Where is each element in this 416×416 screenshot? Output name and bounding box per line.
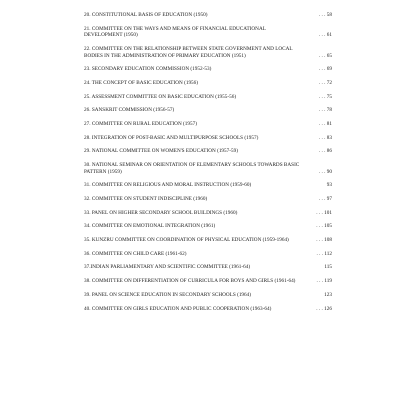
- toc-entry-title: 38. COMMITTEE ON DIFFERENTIATION OF CURRICULA FOR BOYS AND GIRLS (1961-64): [84, 278, 296, 285]
- toc-entry-page: . . . 119: [316, 278, 332, 285]
- toc-entry-20: [84, 12, 332, 19]
- toc-entry-page: . . . 108: [316, 237, 332, 244]
- toc-entry-24: [84, 80, 332, 87]
- toc-entry-page: . . . 69: [318, 66, 332, 73]
- toc-entry-title: 27. COMMITTEE ON RURAL EDUCATION (1957): [84, 121, 197, 127]
- toc-entry-32: [84, 196, 332, 203]
- toc-entry-title: 40. COMMITTEE ON GIRLS EDUCATION AND PUBLIC COOPERATION (1963-64): [84, 305, 272, 312]
- toc-entry-title: 36. COMMITTEE ON CHILD CARE (1961-62): [84, 250, 187, 257]
- toc-entry-page: . . . 65: [318, 52, 332, 59]
- toc-entry-title: 26. SANSKRIT COMMISSION (1956-57): [84, 107, 175, 114]
- toc-entry-40: [84, 306, 332, 313]
- toc-entry-38: [84, 278, 332, 285]
- toc-entry-title: 39. PANEL ON SCIENCE EDUCATION IN SECONDARY SCHOOLS (1964): [84, 291, 252, 298]
- toc-entry-title: 37.INDIAN PARLIAMENTARY AND SCIENTIFIC COMMITTEE (1961-64): [84, 264, 251, 271]
- toc-entry-33: [84, 210, 332, 217]
- toc-entry-page: 115: [324, 264, 332, 271]
- toc-entry-title: 21. COMMITTEE ON THE WAYS AND MEANS OF FINANCIAL EDUCATIONAL DEVELOPMENT (1950): [84, 25, 266, 39]
- toc-entry-page: . . . 86: [318, 148, 332, 155]
- toc-entry-page: . . . 90: [318, 168, 332, 175]
- toc-entry-title: 25. ASSESSMENT COMMITTEE ON BASIC EDUCATION (1955-56): [84, 93, 237, 100]
- table-of-contents: [84, 12, 332, 319]
- toc-entry-page: . . . 101: [316, 209, 332, 216]
- toc-entry-page: . . . 58: [318, 12, 332, 18]
- toc-entry-page: . . . 81: [318, 121, 332, 127]
- toc-entry-title: 31. COMMITTEE ON RELIGIOUS AND MORAL INSTRUCTION (1959-60): [84, 182, 252, 189]
- toc-entry-21: [84, 26, 332, 39]
- toc-entry-39: [84, 292, 332, 299]
- toc-entry-28: [84, 135, 332, 142]
- toc-entry-title: 35. KUNZRU COMMITTEE ON COORDINATION OF PHYSICAL EDUCATION (1959-1964): [84, 237, 289, 244]
- toc-entry-page: . . . 126: [316, 305, 332, 312]
- toc-entry-page: . . . 97: [318, 196, 332, 203]
- toc-entry-page: . . . 75: [318, 93, 332, 100]
- toc-entry-page: 123: [324, 291, 332, 298]
- toc-entry-22: [84, 46, 332, 59]
- toc-entry-26: [84, 107, 332, 114]
- toc-entry-title: 22. COMMITTEE ON THE RELATIONSHIP BETWEEN STATE GOVERNMENT AND LOCAL BODIES IN THE ADMINISTRATION OF PRIMARY EDUCATION (1951): [84, 45, 293, 59]
- toc-entry-page: 93: [326, 182, 332, 189]
- toc-entry-title: 28. INTEGRATION OF POST-BASIC AND MULTIPURPOSE SCHOOLS (1957): [84, 134, 259, 141]
- toc-entry-title: 23. SECONDARY EDUCATION COMMISSION (1952-53): [84, 66, 212, 73]
- toc-entry-title: 20. CONSTITUTIONAL BASIS OF EDUCATION (1950): [84, 12, 208, 18]
- toc-entry-page: . . . 112: [316, 250, 332, 257]
- toc-entry-page: . . . 105: [316, 223, 332, 230]
- toc-entry-page: . . . 72: [318, 79, 332, 86]
- toc-entry-35: [84, 237, 332, 244]
- toc-entry-title: 32. COMMITTEE ON STUDENT INDISCIPLINE (1960): [84, 196, 208, 203]
- toc-entry-title: 24. THE CONCEPT OF BASIC EDUCATION (1956): [84, 79, 199, 86]
- toc-entry-31: [84, 182, 332, 189]
- toc-entry-page: . . . 78: [318, 107, 332, 114]
- toc-entry-36: [84, 251, 332, 258]
- toc-entry-23: [84, 66, 332, 73]
- toc-entry-page: . . . 83: [318, 134, 332, 141]
- toc-entry-27: [84, 121, 332, 128]
- toc-entry-25: [84, 94, 332, 101]
- toc-entry-29: [84, 148, 332, 155]
- toc-entry-title: 33. PANEL ON HIGHER SECONDARY SCHOOL BUILDINGS (1960): [84, 209, 238, 216]
- toc-entry-37: [84, 264, 332, 271]
- toc-entry-title: 30. NATIONAL SEMINAR ON ORIENTATION OF ELEMENTARY SCHOOLS TOWARDS BASIC PATTERN (1959): [84, 162, 300, 175]
- toc-entry-30: [84, 162, 332, 175]
- toc-entry-title: 34. COMMITTEE ON EMOTIONAL INTEGRATION (1961): [84, 223, 216, 230]
- toc-entry-title: 29. NATIONAL COMMITTEE ON WOMEN'S EDUCATION (1957-59): [84, 148, 238, 155]
- toc-entry-34: [84, 223, 332, 230]
- toc-entry-page: . . . 61: [318, 32, 332, 39]
